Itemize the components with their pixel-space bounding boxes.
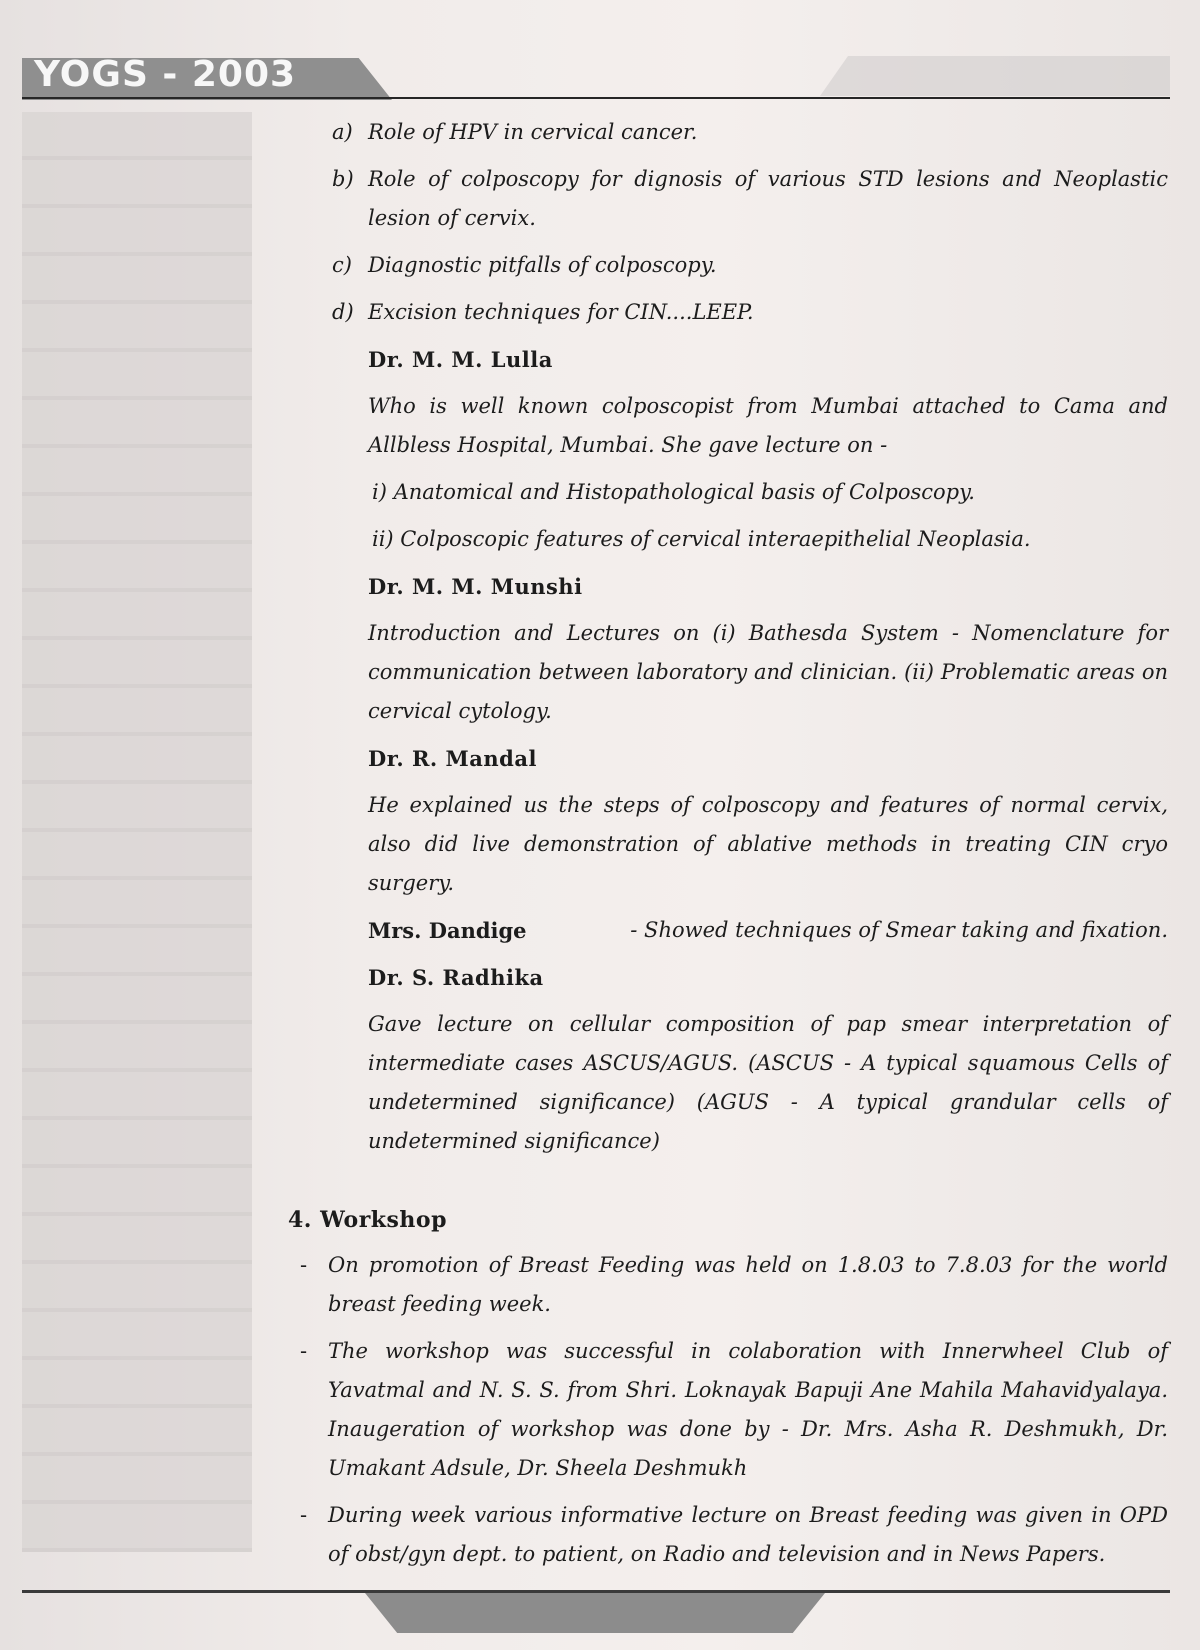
left-margin-strip — [22, 112, 252, 1552]
speaker-name-dandige: Mrs. Dandige — [368, 918, 527, 943]
page-content — [288, 113, 1168, 1582]
topic-label: b) — [332, 167, 354, 191]
workshop-item — [288, 1246, 1168, 1324]
footer-rule — [22, 1590, 1170, 1593]
footer-band — [365, 1593, 825, 1633]
workshop-item — [288, 1332, 1168, 1488]
bullet-dash: - — [300, 1503, 308, 1527]
workshop-item-text: During week various informative lecture on Breast feeding was given in OPD of obst/gyn dept. to patient, on Radio and television and in News Papers. — [328, 1503, 1168, 1566]
speaker-row-dandige — [368, 911, 1168, 950]
topic-text: Diagnostic pitfalls of colposcopy. — [368, 253, 717, 277]
topic-item — [288, 113, 1168, 152]
speaker-name-mandal: Dr. R. Mandal — [368, 746, 537, 771]
speaker-description-munshi: Introduction and Lectures on (i) Bathesda System - Nomenclature for communication between laboratory and clinician. (ii) Problematic areas on cervical cytology. — [368, 621, 1168, 723]
speaker-description-lulla: Who is well known colposcopist from Mumbai attached to Cama and Allbless Hospital, Mumbai. She gave lecture on - — [368, 394, 1168, 457]
topic-text: Role of colposcopy for dignosis of various STD lesions and Neoplastic lesion of cervix. — [368, 167, 1168, 230]
bleed-through-header — [820, 56, 1170, 96]
speaker-topic: i) Anatomical and Histopathological basis of Colposcopy. — [372, 480, 975, 504]
topic-label: c) — [332, 253, 352, 277]
speaker-description-radhika: Gave lecture on cellular composition of pap smear interpretation of intermediate cases ASCUS/AGUS. (ASCUS - A typical squamous Cells of undetermined significance) (AGUS - A typical grandular cells of undetermined significance) — [368, 1012, 1168, 1153]
page-header-title: YOGS - 2003 — [34, 54, 297, 95]
workshop-item-text: On promotion of Breast Feeding was held on 1.8.03 to 7.8.03 for the world breast feeding week. — [328, 1253, 1168, 1316]
topic-text: Excision techniques for CIN....LEEP. — [368, 300, 754, 324]
workshop-heading: 4. Workshop — [288, 1207, 447, 1233]
topic-label: d) — [332, 300, 354, 324]
topic-text: Role of HPV in cervical cancer. — [368, 120, 698, 144]
speaker-description-dandige: - Showed techniques of Smear taking and fixation. — [630, 918, 1168, 942]
header-rule — [22, 97, 1170, 99]
speaker-name-radhika: Dr. S. Radhika — [368, 965, 544, 990]
topic-label: a) — [332, 120, 353, 144]
speaker-name-munshi: Dr. M. M. Munshi — [368, 574, 583, 599]
topic-item — [288, 160, 1168, 238]
bullet-dash: - — [300, 1339, 308, 1363]
speaker-description-mandal: He explained us the steps of colposcopy and features of normal cervix, also did live demonstration of ablative methods in treating CIN cryo surgery. — [368, 793, 1168, 895]
workshop-item — [288, 1496, 1168, 1574]
topic-item — [288, 246, 1168, 285]
speaker-topic: ii) Colposcopic features of cervical interaepithelial Neoplasia. — [372, 527, 1031, 551]
workshop-item-text: The workshop was successful in colaboration with Innerwheel Club of Yavatmal and N. S. S. from Shri. Loknayak Bapuji Ane Mahila Mahavidyalaya. Inaugeration of workshop was done by - Dr. Mrs. Asha R. Deshmukh, Dr. Umakant Adsule, Dr. Sheela Deshmukh — [328, 1339, 1168, 1480]
topic-item — [288, 293, 1168, 332]
speaker-name-lulla: Dr. M. M. Lulla — [368, 347, 553, 372]
bullet-dash: - — [300, 1253, 308, 1277]
